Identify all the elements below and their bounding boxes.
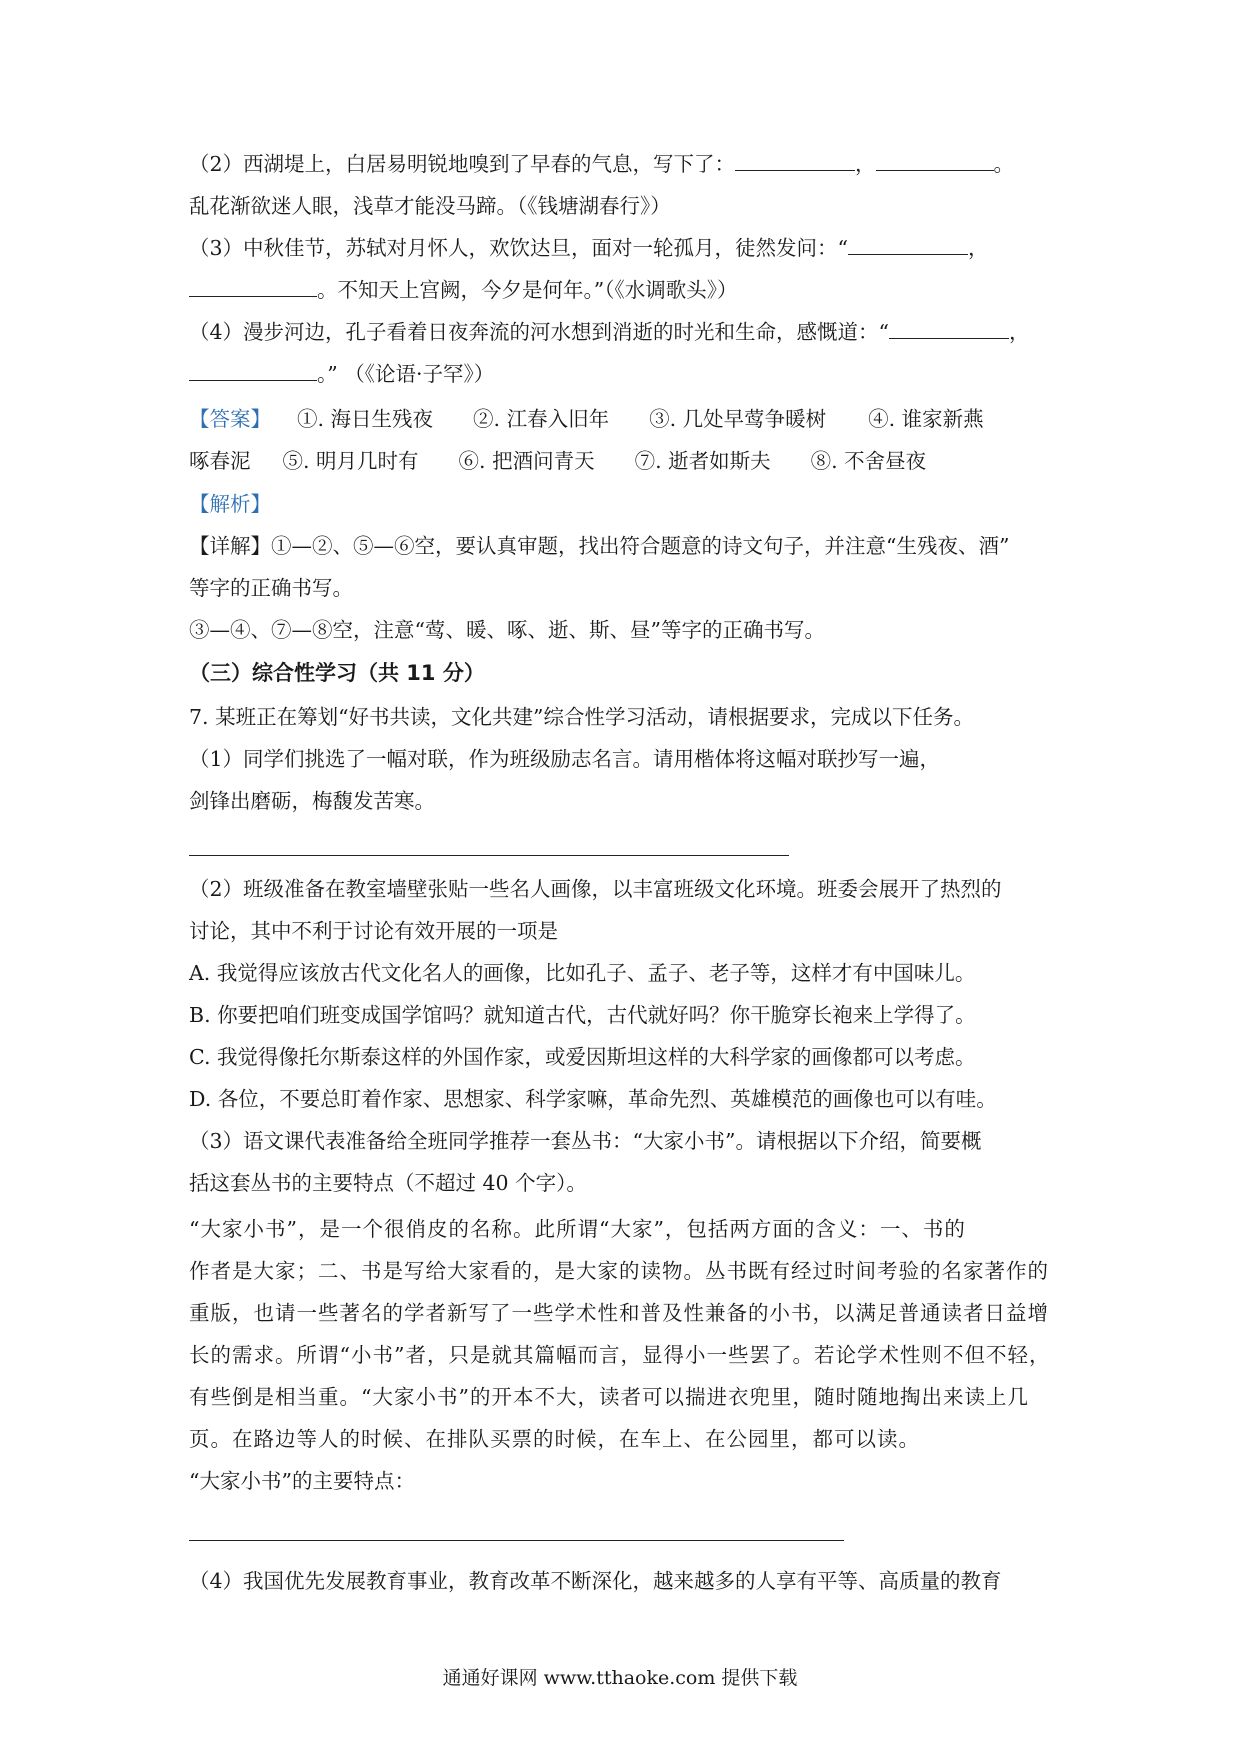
question-3-rest: 。不知天上宫阙，今夕是何年。”（《水调歌头》） bbox=[317, 278, 738, 302]
page-footer: 通通好课网 www.tthaoke.com 提供下载 bbox=[442, 1667, 798, 1689]
question-7-part-2-line-1: （2）班级准备在教室墙壁张贴一些名人画像，以丰富班级文化环境。班委会展开了热烈的 bbox=[189, 877, 1002, 901]
analysis-detail-line-2: 等字的正确书写。 bbox=[189, 576, 353, 600]
question-3-prefix: （3）中秋佳节，苏轼对月怀人，欢饮达旦，面对一轮孤月，徒然发问：“ bbox=[189, 236, 849, 260]
question-7-part-3-line-1: （3）语文课代表准备给全班同学推荐一套丛书：“大家小书”。请根据以下介绍，简要概 bbox=[189, 1129, 982, 1153]
passage-line: 作者是大家；二、书是写给大家看的，是大家的读物。丛书既有经过时间考验的名家著作的 bbox=[189, 1259, 1049, 1283]
question-7-stem: 7. 某班正在筹划“好书共读，文化共建”综合性学习活动，请根据要求，完成以下任务。 bbox=[189, 705, 975, 729]
question-7-part-1-line-1: （1）同学们挑选了一幅对联，作为班级励志名言。请用楷体将这幅对联抄写一遍， bbox=[189, 747, 941, 771]
question-4-line-1 bbox=[189, 317, 1030, 347]
question-3-line-1 bbox=[189, 233, 989, 263]
answer-blank[interactable] bbox=[189, 276, 317, 297]
answer-line-1 bbox=[189, 404, 984, 434]
passage-line: 页。在路边等人的时候、在排队买票的时候，在车上、在公园里，都可以读。 bbox=[189, 1427, 920, 1451]
answer-item: ⑥. 把酒问青天 bbox=[458, 449, 595, 473]
analysis-tag: 【解析】 bbox=[189, 492, 271, 516]
question-7-part-3-line-2: 括这套丛书的主要特点（不超过 40 个字）。 bbox=[189, 1171, 587, 1195]
answer-blank[interactable] bbox=[189, 360, 317, 381]
question-3-line-2 bbox=[189, 275, 737, 305]
answer-item: ③. 几处早莺争暖树 bbox=[649, 407, 827, 431]
question-2-prefix: （2）西湖堤上，白居易明锐地嗅到了早春的气息，写下了： bbox=[189, 152, 736, 176]
question-7-part-3-prompt: “大家小书”的主要特点： bbox=[189, 1469, 415, 1493]
passage-line: “大家小书”，是一个很俏皮的名称。此所谓“大家”，包括两方面的含义：一、书的 bbox=[189, 1217, 966, 1241]
answer-blank[interactable] bbox=[889, 318, 1009, 339]
question-7-part-2-line-2: 讨论，其中不利于讨论有效开展的一项是 bbox=[189, 919, 558, 943]
answer-item: ⑤. 明月几时有 bbox=[282, 449, 419, 473]
punctuation: 。 bbox=[993, 152, 1015, 176]
answer-line[interactable] bbox=[189, 855, 789, 856]
question-4-rest: 。” （《论语·子罕》） bbox=[317, 362, 495, 386]
option-b[interactable]: B. 你要把咱们班变成国学馆吗？就知道古代，古代就好吗？你干脆穿长袍来上学得了。 bbox=[189, 1003, 976, 1027]
question-7-couplet: 剑锋出磨砺，梅馥发苦寒。 bbox=[189, 789, 435, 813]
answer-item: ②. 江春入旧年 bbox=[473, 407, 610, 431]
answer-blank[interactable] bbox=[735, 150, 855, 171]
question-4-prefix: （4）漫步河边，孔子看着日夜奔流的河水想到消逝的时光和生命，感慨道：“ bbox=[189, 320, 890, 344]
answer-item: ①. 海日生残夜 bbox=[297, 407, 434, 431]
option-d[interactable]: D. 各位，不要总盯着作家、思想家、科学家嘛，革命先烈、英雄模范的画像也可以有哇。 bbox=[189, 1087, 997, 1111]
punctuation: ， bbox=[968, 236, 989, 260]
section-title: （三）综合性学习（共 11 分） bbox=[189, 661, 485, 685]
passage-line: 长的需求。所谓“小书”者，只是就其篇幅而言，显得小一些罢了。若论学术性则不但不轻， bbox=[189, 1343, 1051, 1367]
answer-blank[interactable] bbox=[848, 234, 968, 255]
answer-line[interactable] bbox=[189, 1540, 844, 1541]
option-c[interactable]: C. 我觉得像托尔斯泰这样的外国作家，或爱因斯坦这样的大科学家的画像都可以考虑。 bbox=[189, 1045, 976, 1069]
punctuation: ， bbox=[1009, 320, 1030, 344]
question-2-line-1 bbox=[189, 149, 1014, 179]
answer-item: ⑦. 逝者如斯夫 bbox=[634, 449, 771, 473]
question-4-line-2 bbox=[189, 359, 494, 389]
question-2-line-2: 乱花渐欲迷人眼，浅草才能没马蹄。（《钱塘湖春行》） bbox=[189, 194, 671, 218]
answer-tag: 【答案】 bbox=[189, 407, 271, 431]
answer-item: ④. 谁家新燕 bbox=[868, 407, 984, 431]
option-a[interactable]: A. 我觉得应该放古代文化名人的画像，比如孔子、孟子、老子等，这样才有中国味儿。 bbox=[189, 961, 976, 985]
answer-blank[interactable] bbox=[876, 150, 994, 171]
passage-line: 有些倒是相当重。“大家小书”的开本不大，读者可以揣进衣兜里，随时随地掏出来读上几 bbox=[189, 1385, 1029, 1409]
passage-line: 重版，也请一些著名的学者新写了一些学术性和普及性兼备的小书，以满足普通读者日益增 bbox=[189, 1301, 1049, 1325]
answer-item: ⑧. 不舍昼夜 bbox=[810, 449, 927, 473]
answer-line-2 bbox=[189, 446, 926, 476]
question-7-part-4-line-1: （4）我国优先发展教育事业，教育改革不断深化，越来越多的人享有平等、高质量的教育 bbox=[189, 1569, 1002, 1593]
punctuation: ， bbox=[855, 152, 876, 176]
answer-item-continued: 啄春泥 bbox=[189, 449, 251, 473]
analysis-detail-line-1: 【详解】①—②、⑤—⑥空，要认真审题，找出符合题意的诗文句子，并注意“生残夜、酒” bbox=[189, 534, 1010, 558]
analysis-detail-line-3: ③—④、⑦—⑧空，注意“莺、暖、啄、逝、斯、昼”等字的正确书写。 bbox=[189, 618, 825, 642]
